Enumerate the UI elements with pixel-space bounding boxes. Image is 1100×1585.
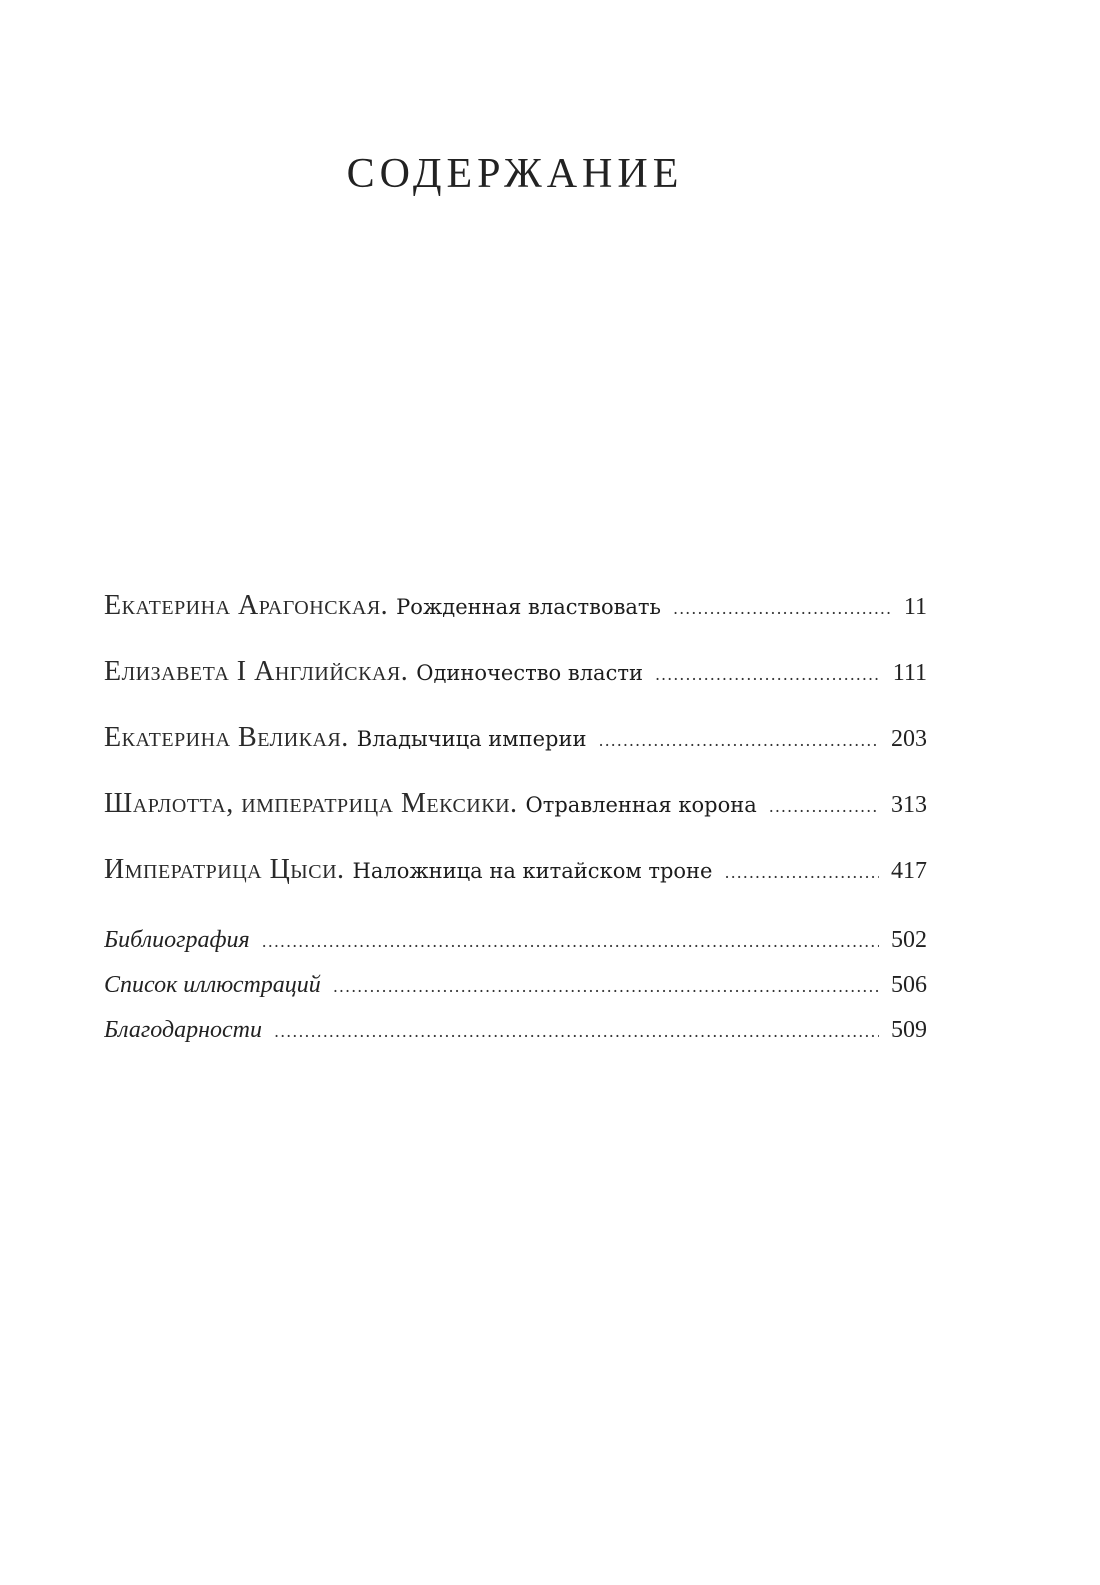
toc-entry-chapter-2[interactable] — [104, 656, 927, 722]
chapter-subtitle: Одиночество власти — [416, 661, 643, 685]
chapter-subtitle: Владычица империи — [356, 727, 587, 751]
chapter-name: Екатерина Великая. — [104, 722, 349, 753]
toc-entry-chapter-4[interactable] — [104, 788, 927, 854]
dot-leader — [262, 932, 879, 951]
page-number: 313 — [891, 792, 927, 818]
page-number: 417 — [891, 858, 927, 884]
back-matter-name: Список иллюстраций — [104, 972, 321, 998]
chapter-name: Шарлотта, императрица Мексики. — [104, 788, 518, 819]
toc-entry-bibliography[interactable] — [104, 927, 927, 972]
page-number: 11 — [903, 594, 927, 620]
chapter-subtitle: Рожденная властвовать — [396, 595, 661, 619]
chapter-name: Императрица Цыси. — [104, 854, 345, 885]
chapter-subtitle: Наложница на китайском троне — [352, 859, 713, 883]
page-number: 509 — [891, 1017, 927, 1043]
back-matter-name: Библиография — [104, 927, 250, 953]
dot-leader — [724, 863, 879, 882]
dot-leader — [673, 599, 892, 618]
page-number: 203 — [891, 726, 927, 752]
toc-entry-chapter-5[interactable] — [104, 854, 927, 920]
chapter-subtitle: Отравленная корона — [525, 793, 757, 817]
back-matter-name: Благодарности — [104, 1017, 262, 1043]
dot-leader — [333, 977, 879, 996]
toc-entry-chapter-1[interactable] — [104, 590, 927, 656]
dot-leader — [599, 731, 880, 750]
page-title: СОДЕРЖАНИЕ — [346, 151, 684, 197]
chapter-name: Екатерина Арагонская. — [104, 590, 389, 621]
toc-entry-acknowledgements[interactable] — [104, 1017, 927, 1062]
page-number: 111 — [892, 660, 927, 686]
page-number: 506 — [891, 972, 927, 998]
page-number: 502 — [891, 927, 927, 953]
dot-leader — [274, 1022, 879, 1041]
table-of-contents — [104, 590, 927, 1062]
chapter-name: Елизавета I Английская. — [104, 656, 409, 687]
dot-leader — [769, 797, 879, 816]
toc-entry-chapter-3[interactable] — [104, 722, 927, 788]
toc-entry-illustrations[interactable] — [104, 972, 927, 1017]
dot-leader — [655, 665, 881, 684]
